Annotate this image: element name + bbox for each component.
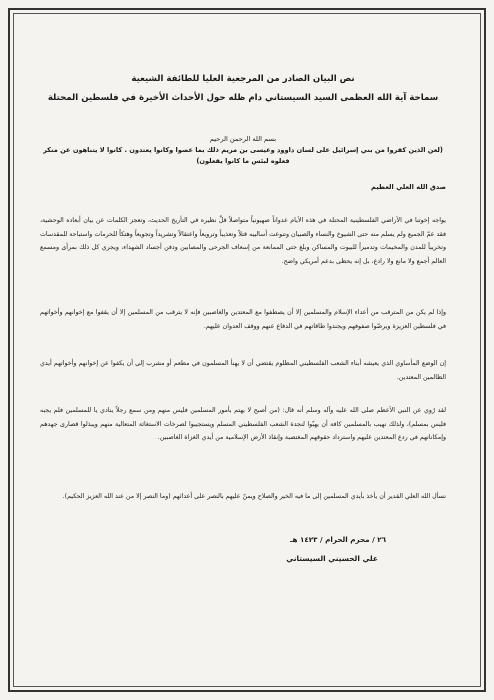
- verse-closing: صدق الله العلي العظيم: [371, 183, 446, 191]
- document-subtitle: سماحة آية الله العظمى السيد السيستاني دام ظله حول الأحداث الأخيرة في فلسطين المحتلة: [47, 93, 439, 103]
- document-body: [40, 0, 446, 700]
- basmala: بسم الله الرحمن الرحيم: [209, 135, 277, 143]
- paragraph: يواجه إخوتنا في الأراضي الفلسطينية المحتلة في هذه الأيام عدواناً صهيونياً متواصلاً قلَّ نظيره في التأريخ الحديث، وتعجز الكلمات عن بيان أبعاده الوحشية، فقد عمّ الجميع ولم يسلم منه حتى الشيوخ والنساء والصبيان وتنوعت أساليبه قتلاً وتعذيباً وترويعاً واعتقالاً وتشريداً وتجويعاً وهتكاً للحرمات واستباحة للمقدسات وتخريباً للمدن والمخيمات وتدميراً للبيوت والمساكن وبلغ حتى الممانعة من إسعاف الجرحى والمصابين ودفن أجساد الشهداء، ويجري كل ذلك بمرأى ومسمع العالم أجمع ولا مانع ولا رادع، بل إنه يحظى بدعم أمريكي واضح.: [40, 217, 446, 265]
- paragraph: إن الوضع المأساوي الذي يعيشه أبناء الشعب الفلسطيني المظلوم يقتضي أن لا يهنأ المسلمون في مطعم أو مشرب إلى أن يكفوا عن إخوانهم وأخواتهم أيدي الظالمين المعتدين.: [40, 360, 446, 381]
- document-date: ٢٦ / محرم الحرام / ١٤٢٣ هـ: [290, 535, 386, 544]
- signature: علي الحسيني السيستاني: [286, 554, 378, 563]
- quranic-verse: (لعن الذين كفروا من بني إسرائيل على لسان داوود وعيسى بن مريم ذلك بما عصوا وكانوا يعتدون . كانوا لا يتناهون عن منكر فعلوه لبئس ما كانوا يفعلون): [43, 146, 443, 165]
- document-title: نص البيان الصادر من المرجعية العليا للطائفة الشيعية: [131, 74, 355, 84]
- paragraph: لقد رُوي عن النبي الأعظم صلى الله عليه وآله وسلم أنه قال: (من أصبح لا يهتم بأمور المسلمين فليس منهم ومن سمع رجلاً ينادي يا للمسلمين فلم يجبه فليس بمسلم)، ولذلك نهيب بالمسلمين كافة أن يهبّوا لنجدة الشعب الفلسطيني المسلم ويستجيبوا لصرخات الاستغاثة المتعالية منهم ويبذلوا قصارى جهدهم وإمكاناتهم في ردع المعتدين عليهم واسترداد حقوقهم المغتصبة وإنقاذ الأرض الإسلامية من أيدي الغزاة الغاصبين.: [40, 407, 446, 441]
- paragraph: وإذا لم يكن من المترقب من أعداء الإسلام والمسلمين إلا أن يصطفوا مع المعتدين والغاصبين فإنه لا يترقب من المسلمين إلا أن يقفوا مع إخوانهم وأخواتهم في فلسطين العزيزة ويرصّوا صفوفهم ويجندوا طاقاتهم في الدفاع عنهم ووقف العدوان عليهم.: [40, 309, 446, 330]
- paragraph: نسأل الله العلي القدير أن يأخذ بأيدي المسلمين إلى ما فيه الخير والصلاح ويمنّ عليهم بالنصر على أعدائهم (وما النصر إلا من عند الله العزيز الحكيم).: [62, 493, 446, 500]
